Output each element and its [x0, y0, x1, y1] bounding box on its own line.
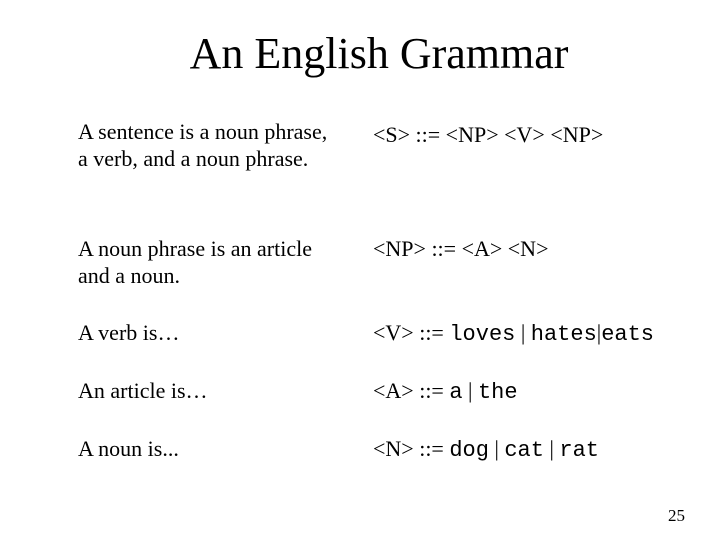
production-rule	[373, 377, 713, 406]
production-rule: <NP> ::= <A> <N>	[373, 236, 549, 261]
page-number: 25	[668, 506, 685, 525]
alternative-separator: |	[596, 320, 602, 345]
production-rule: <S> ::= <NP> <V> <NP>	[373, 122, 604, 147]
rule-description: A sentence is a noun phrase, a verb, and a noun phrase.	[78, 119, 328, 171]
terminal-symbol: rat	[559, 438, 599, 463]
rule-lhs: <A> ::=	[373, 378, 450, 403]
terminal-symbol: loves	[449, 322, 516, 347]
slide-title: An English Grammar	[189, 29, 569, 78]
rule-lhs: <N> ::=	[373, 436, 450, 461]
rule-description: A noun phrase is an article and a noun.	[78, 236, 312, 288]
alternative-separator: |	[520, 320, 526, 345]
rule-lhs: <V> ::=	[373, 320, 450, 345]
production-rule	[373, 435, 713, 464]
rule-description: An article is…	[78, 378, 208, 403]
alternative-separator: |	[549, 436, 554, 461]
rule-description: A noun is...	[78, 436, 179, 461]
production-rule	[373, 319, 713, 348]
alternative-separator: |	[494, 436, 499, 461]
alternative-separator: |	[468, 378, 473, 403]
terminal-symbol: dog	[449, 438, 489, 463]
rule-description: A verb is…	[78, 320, 180, 345]
terminal-symbol: hates	[530, 322, 597, 347]
terminal-symbol: eats	[601, 322, 654, 347]
terminal-symbol: cat	[504, 438, 544, 463]
terminal-symbol: the	[477, 380, 518, 405]
terminal-symbol: a	[449, 380, 463, 405]
